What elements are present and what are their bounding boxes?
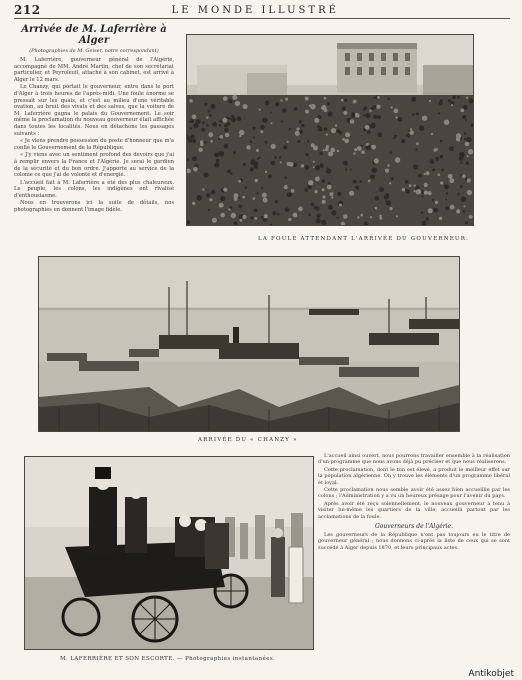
right-paragraph: Après avoir été reçu solennellement, le nouveau gouverneur a tenu à visiter lui-même les quartiers de la ville, accueilli partout par les acclamations de la foule.	[318, 500, 510, 520]
article-paragraph: L'accueil fait à M. Laferrière a été des plus chaleureux. Le peuple, les colons, les indigènes ont rivalisé d'enthousiasme.	[14, 179, 174, 199]
carriage-caption: M. LAFERRIÈRE ET SON ESCORTE. — Photographies instantanées.	[60, 656, 276, 662]
port-caption: ARRIVÉE DU « CHANZY »	[198, 437, 298, 443]
right-paragraph: Cette proclamation, dont le ton est élevé, a produit le meilleur effet sur la population algérienne. On y trouve les éléments d'un programme libéral et loyal.	[318, 466, 510, 486]
article-paragraph: « Je viens prendre possession du poste d'honneur que m'a confié le Gouvernement de la République.	[14, 138, 174, 151]
right-paragraph: L'accueil ainsi ouvert, nous pourrons travailler ensemble à la réalisation d'un programme que nous avons déjà pu préciser et que nous réaliserons.	[318, 453, 510, 466]
article-column	[14, 22, 174, 254]
article-subtitle: (Photographies de M. Geiser, notre correspondant)	[29, 48, 159, 54]
article-paragraph: M. Laferrière, gouverneur général de l'Algérie, accompagné de MM. André Martin, chef de son secrétariat particulier, et Peyroleuil, attaché à son cabinet, est arrivé à Alger le 12 mars.	[14, 57, 174, 83]
crowd-caption: LA FOULE ATTENDANT L'ARRIVÉE DU GOUVERNEUR.	[258, 236, 470, 242]
article-paragraph: Le Chanzy, qui portait le gouverneur, entre dans le port d'Alger à trois heures de l'après-midi. Une foule énorme se pressait sur les quais, et c'est au milieu d'une véritable ovation, au bruit des vivats et des salves, que la voiture de M. Laferrière gagna le palais du Gouvernement. Le soir même la proclamation du nouveau gouverneur était affichée dans toutes les localités. Nous en détachons les passages suivants :	[14, 84, 174, 137]
article-title: Arrivée de M. Laferrière à Alger	[21, 24, 167, 46]
section-title: Gouverneurs de l'Algérie.	[375, 523, 453, 531]
carriage-photo	[24, 456, 314, 650]
right-text-column	[318, 453, 510, 663]
page-footer	[0, 668, 522, 680]
article-paragraph: « J'y viens avec un sentiment profond des devoirs que j'ai à remplir envers la France et l'Algérie. Je serai le gardien de la sécurité et du bon ordre. J'apporte au service de la colonie ce que j'ai de volonté et d'énergie.	[14, 152, 174, 179]
journal-title: LE MONDE ILLUSTRÉ	[171, 4, 339, 16]
page-header	[14, 2, 510, 19]
right-paragraph: Cette proclamation nous semble avoir été assez bien accueillie par les colons ; l'Administration y a vu un heureux présage pour l'avenir du pays.	[318, 487, 510, 500]
page-number: 212	[14, 3, 41, 17]
watermark: Antikobjet	[468, 669, 514, 679]
crowd-photo	[186, 34, 474, 226]
port-photo	[38, 256, 460, 432]
right-paragraph: Les gouverneurs de la République n'ont pas toujours eu le titre de gouverneur général ; nous donnons ci-après la liste de ceux qui se sont succédé à Alger depuis 1870, et leurs principaux actes.	[318, 532, 510, 551]
article-paragraph: Nous en trouverons ici la suite de détails, nos photographies en donnent l'image fidèle.	[14, 200, 174, 214]
